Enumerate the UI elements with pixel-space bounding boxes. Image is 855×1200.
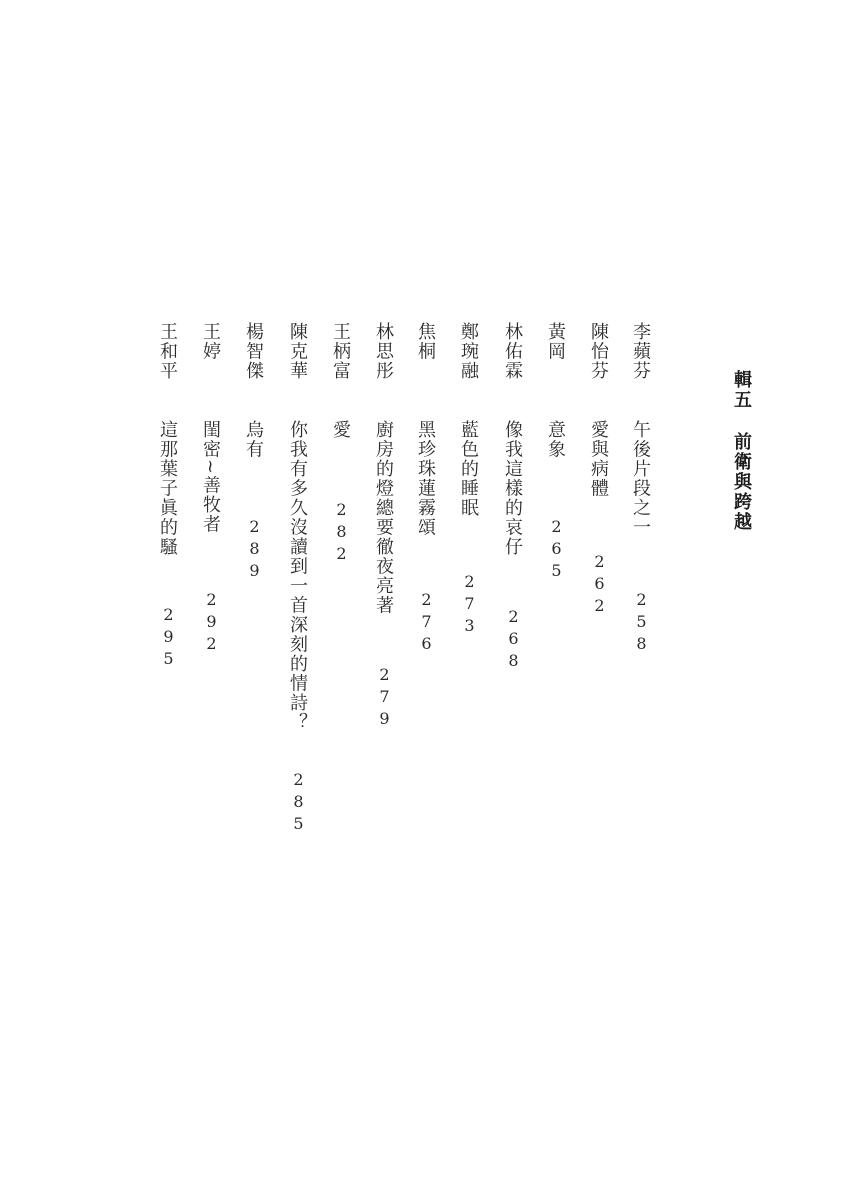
toc-entry[interactable] bbox=[457, 0, 479, 900]
toc-entry[interactable] bbox=[156, 0, 178, 900]
toc-entry[interactable] bbox=[629, 0, 651, 900]
toc-entry[interactable] bbox=[199, 0, 221, 900]
toc-entry[interactable] bbox=[414, 0, 436, 900]
entry-title: 午後片段之一 bbox=[630, 420, 651, 537]
entry-title: 藍色的睡眠 bbox=[458, 420, 479, 518]
entry-author: 王婷 bbox=[200, 322, 221, 361]
toc-entry[interactable] bbox=[242, 0, 264, 900]
entry-author: 黃岡 bbox=[545, 322, 566, 361]
entry-title: 黑珍珠蓮霧頌 bbox=[415, 420, 436, 537]
toc-entry[interactable] bbox=[587, 0, 609, 900]
toc-entry[interactable] bbox=[286, 0, 308, 900]
entry-author: 焦桐 bbox=[415, 322, 436, 361]
entry-page-number: 258 bbox=[632, 590, 651, 656]
entry-author: 陳克華 bbox=[287, 322, 308, 381]
entry-page-number: 268 bbox=[504, 607, 523, 673]
entry-page-number: 295 bbox=[159, 605, 178, 671]
toc-entry[interactable] bbox=[501, 0, 523, 900]
entry-title: 這那葉子眞的騷 bbox=[157, 420, 178, 557]
toc-entry[interactable] bbox=[329, 0, 351, 900]
toc-entry[interactable] bbox=[372, 0, 394, 900]
entry-title: 你我有多久沒讀到一首深刻的情詩？ bbox=[287, 420, 308, 732]
entry-page-number: 273 bbox=[460, 572, 479, 638]
entry-title: 愛 bbox=[330, 420, 351, 440]
entry-page-number: 282 bbox=[332, 500, 351, 566]
entry-page-number: 262 bbox=[590, 552, 609, 618]
toc-entry[interactable] bbox=[544, 0, 566, 900]
entry-page-number: 285 bbox=[289, 770, 308, 836]
entry-title: 烏有 bbox=[243, 420, 264, 459]
entry-author: 陳怡芬 bbox=[588, 322, 609, 381]
entry-author: 楊智傑 bbox=[243, 322, 264, 381]
entry-title: 閨密~善牧者 bbox=[200, 420, 221, 535]
section-title: 前衛與跨越 bbox=[731, 432, 752, 532]
section-label: 輯五 bbox=[731, 370, 752, 410]
entry-author: 王和平 bbox=[157, 322, 178, 381]
entry-author: 林思彤 bbox=[373, 322, 394, 381]
entry-title: 廚房的燈總要徹夜亮著 bbox=[373, 420, 394, 615]
entry-author: 林佑霖 bbox=[502, 322, 523, 381]
entry-title: 意象 bbox=[545, 420, 566, 459]
entry-title: 像我這樣的哀仔 bbox=[502, 420, 523, 557]
entry-author: 王柄富 bbox=[330, 322, 351, 381]
entry-page-number: 289 bbox=[245, 517, 264, 583]
entry-page-number: 292 bbox=[202, 590, 221, 656]
entry-page-number: 276 bbox=[417, 590, 436, 656]
entry-title: 愛與病體 bbox=[588, 420, 609, 498]
entry-page-number: 265 bbox=[547, 517, 566, 583]
entry-author: 鄭琬融 bbox=[458, 322, 479, 381]
entry-page-number: 279 bbox=[375, 665, 394, 731]
entry-author: 李蘋芬 bbox=[630, 322, 651, 381]
